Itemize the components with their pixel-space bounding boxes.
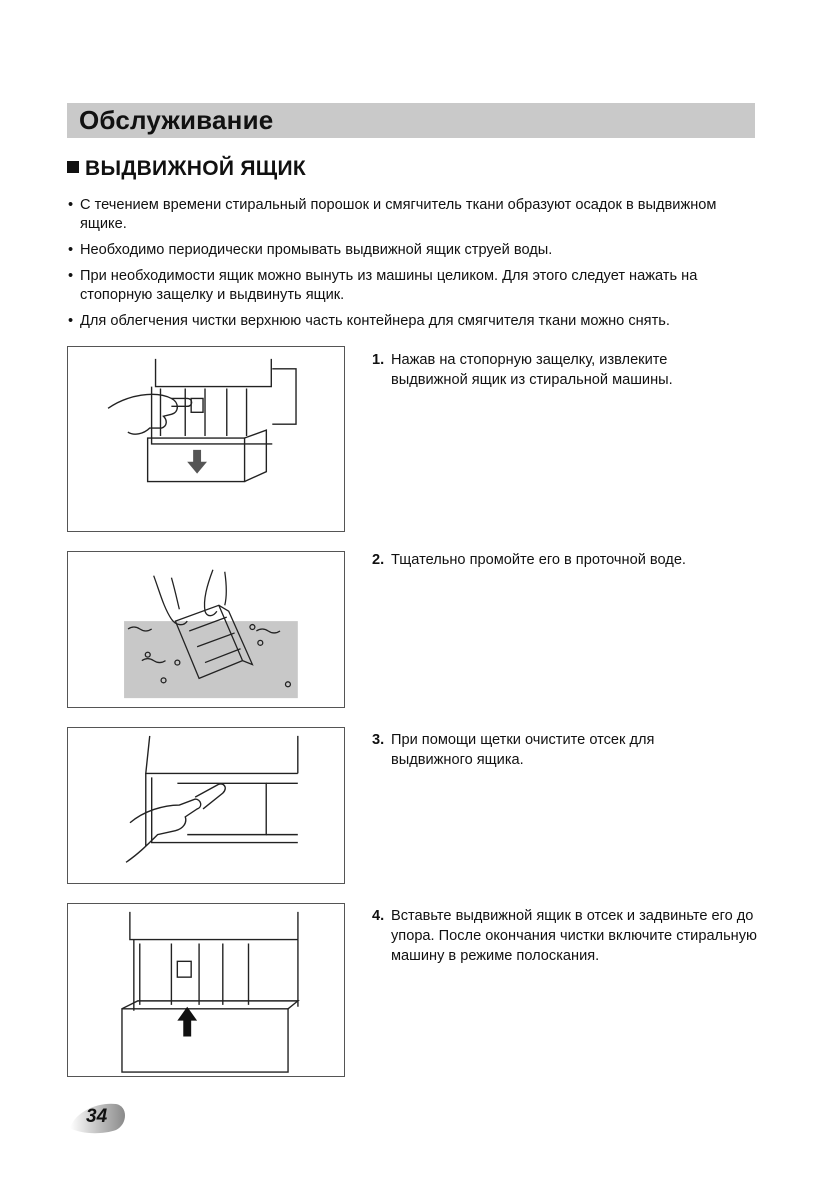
step-number: 3.: [372, 732, 385, 748]
section-title: [67, 157, 306, 181]
step-text: Нажав на стопорную защелку, извлеките выдвижной ящик из стиральной машины.: [391, 352, 673, 388]
page-header-bar: [67, 103, 755, 138]
figure-remove-drawer: [67, 346, 345, 532]
step-4: [372, 906, 767, 966]
step-2: [372, 550, 767, 570]
step-number: 1.: [372, 352, 385, 368]
step-3: [372, 730, 767, 770]
bullet-item: [67, 241, 767, 260]
bullet-item: [67, 312, 767, 331]
bullet-dot-icon: •: [68, 242, 74, 258]
figure-insert-drawer: [67, 903, 345, 1077]
recess-brushing-illustration: [68, 728, 344, 883]
bullet-item: [67, 196, 767, 234]
drawer-removal-illustration: [68, 347, 344, 531]
bullet-dot-icon: •: [68, 313, 74, 329]
section-title-text: ВЫДВИЖНОЙ ЯЩИК: [85, 157, 306, 180]
arrow-up-icon: [177, 1007, 197, 1037]
figure-rinse-drawer: [67, 551, 345, 708]
page-number: 34: [86, 1106, 108, 1127]
page-title: Обслуживание: [79, 105, 274, 135]
bullet-item: [67, 267, 767, 305]
step-text: При помощи щетки очистите отсек для выдвижного ящика.: [391, 732, 655, 768]
bullet-dot-icon: •: [68, 197, 74, 213]
step-text: Вставьте выдвижной ящик в отсек и задвиньте его до упора. После окончания чистки включите стиральную машину в режиме полоскания.: [391, 908, 757, 964]
bullet-text: С течением времени стиральный порошок и смягчитель ткани образуют осадок в выдвижном ящике.: [80, 197, 717, 232]
bullet-text: Для облегчения чистки верхнюю часть контейнера для смягчителя ткани можно снять.: [80, 313, 670, 329]
bullet-text: При необходимости ящик можно вынуть из машины целиком. Для этого следует нажать на стопорную защелку и выдвинуть ящик.: [80, 268, 698, 303]
drawer-rinse-illustration: [68, 552, 344, 707]
step-text: Тщательно промойте его в проточной воде.: [391, 552, 686, 568]
step-number: 4.: [372, 908, 385, 924]
step-number: 2.: [372, 552, 385, 568]
bullet-dot-icon: •: [68, 268, 74, 284]
square-bullet-icon: [67, 161, 79, 173]
figure-brush-recess: [67, 727, 345, 884]
intro-bullet-list: [67, 196, 767, 338]
arrow-down-icon: [187, 450, 207, 474]
drawer-insert-illustration: [68, 904, 344, 1076]
step-1: [372, 350, 767, 390]
bullet-text: Необходимо периодически промывать выдвижной ящик струей воды.: [80, 242, 553, 258]
